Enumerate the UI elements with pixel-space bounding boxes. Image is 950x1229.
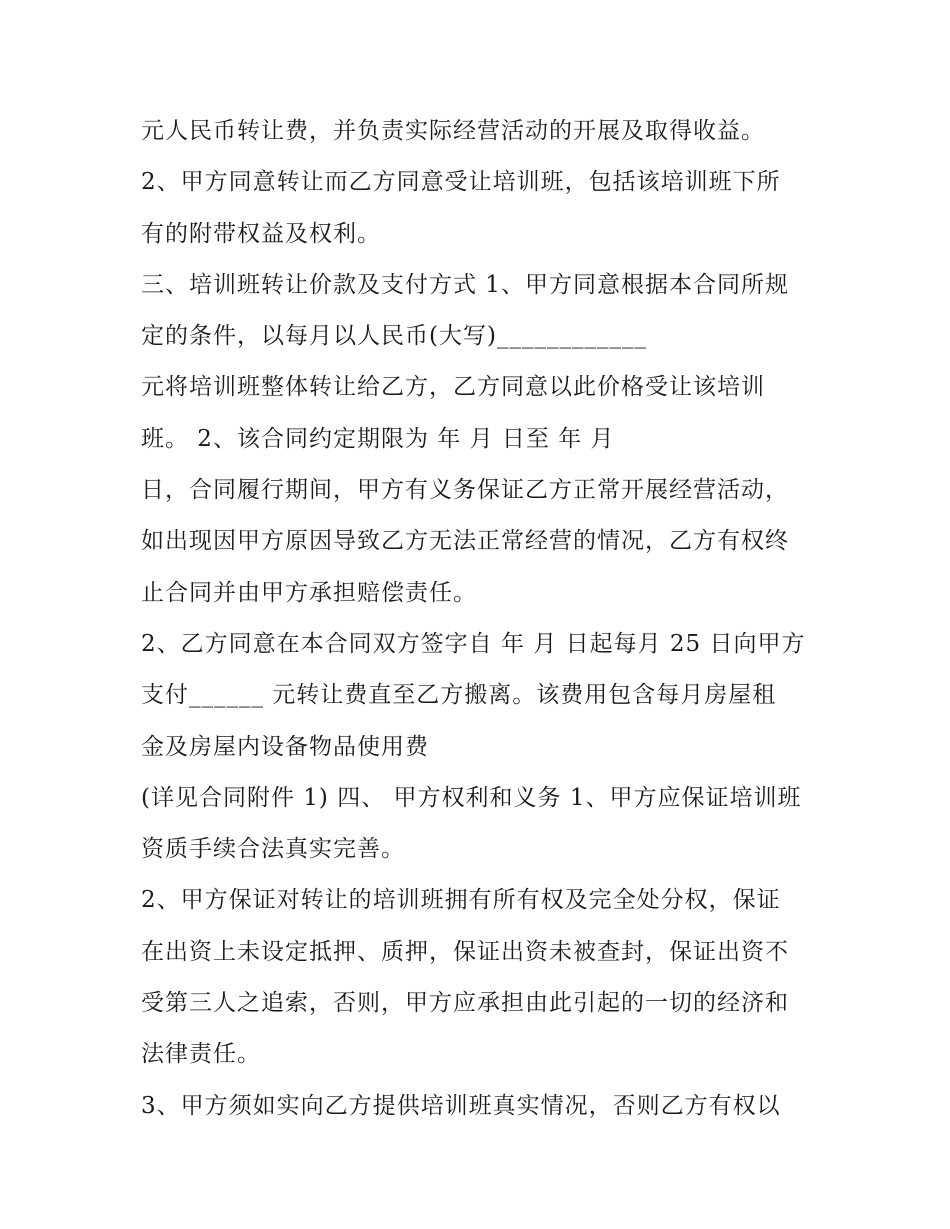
text-line: 资质手续合法真实完善。 — [141, 836, 405, 863]
text-line: 如出现因甲方原因导致乙方无法正常经营的情况，乙方有权终 — [141, 528, 789, 555]
text-line: 受第三人之追索，否则，甲方应承担由此引起的一切的经济和 — [141, 990, 789, 1017]
text-line: 止合同并由甲方承担赔偿责任。 — [141, 579, 477, 606]
text-line: 3、甲方须如实向乙方提供培训班真实情况，否则乙方有权以 — [141, 1092, 781, 1119]
text-line: 有的附带权益及权利。 — [141, 220, 381, 247]
text-line: 法律责任。 — [141, 1041, 261, 1068]
text-line: 元将培训班整体转让给乙方，乙方同意以此价格受让该培训 — [141, 374, 765, 401]
text-line: 日，合同履行期间，甲方有义务保证乙方正常开展经营活动， — [141, 477, 789, 504]
text-line: 2、乙方同意在本合同双方签字自 年 月 日起每月 25 日向甲方 — [141, 630, 806, 657]
text-line: (详见合同附件 1) 四、 甲方权利和义务 1、甲方应保证培训班 — [141, 784, 802, 811]
text-line: 2、甲方同意转让而乙方同意受让培训班，包括该培训班下所 — [141, 169, 781, 196]
text-line: 金及房屋内设备物品使用费 — [141, 733, 429, 760]
text-line: 支付______ 元转让费直至乙方搬离。该费用包含每月房屋租 — [141, 682, 777, 709]
text-line: 定的条件，以每月以人民币(大写)____________ — [141, 323, 647, 350]
text-line: 班。 2、该合同约定期限为 年 月 日至 年 月 — [141, 425, 615, 452]
document-body — [141, 108, 821, 1134]
text-line: 在出资上未设定抵押、质押，保证出资未被查封，保证出资不 — [141, 938, 789, 965]
text-line: 三、培训班转让价款及支付方式 1、甲方同意根据本合同所规 — [141, 271, 789, 298]
text-line: 2、甲方保证对转让的培训班拥有所有权及完全处分权，保证 — [141, 887, 781, 914]
text-line: 元人民币转让费，并负责实际经营活动的开展及取得收益。 — [141, 118, 765, 144]
